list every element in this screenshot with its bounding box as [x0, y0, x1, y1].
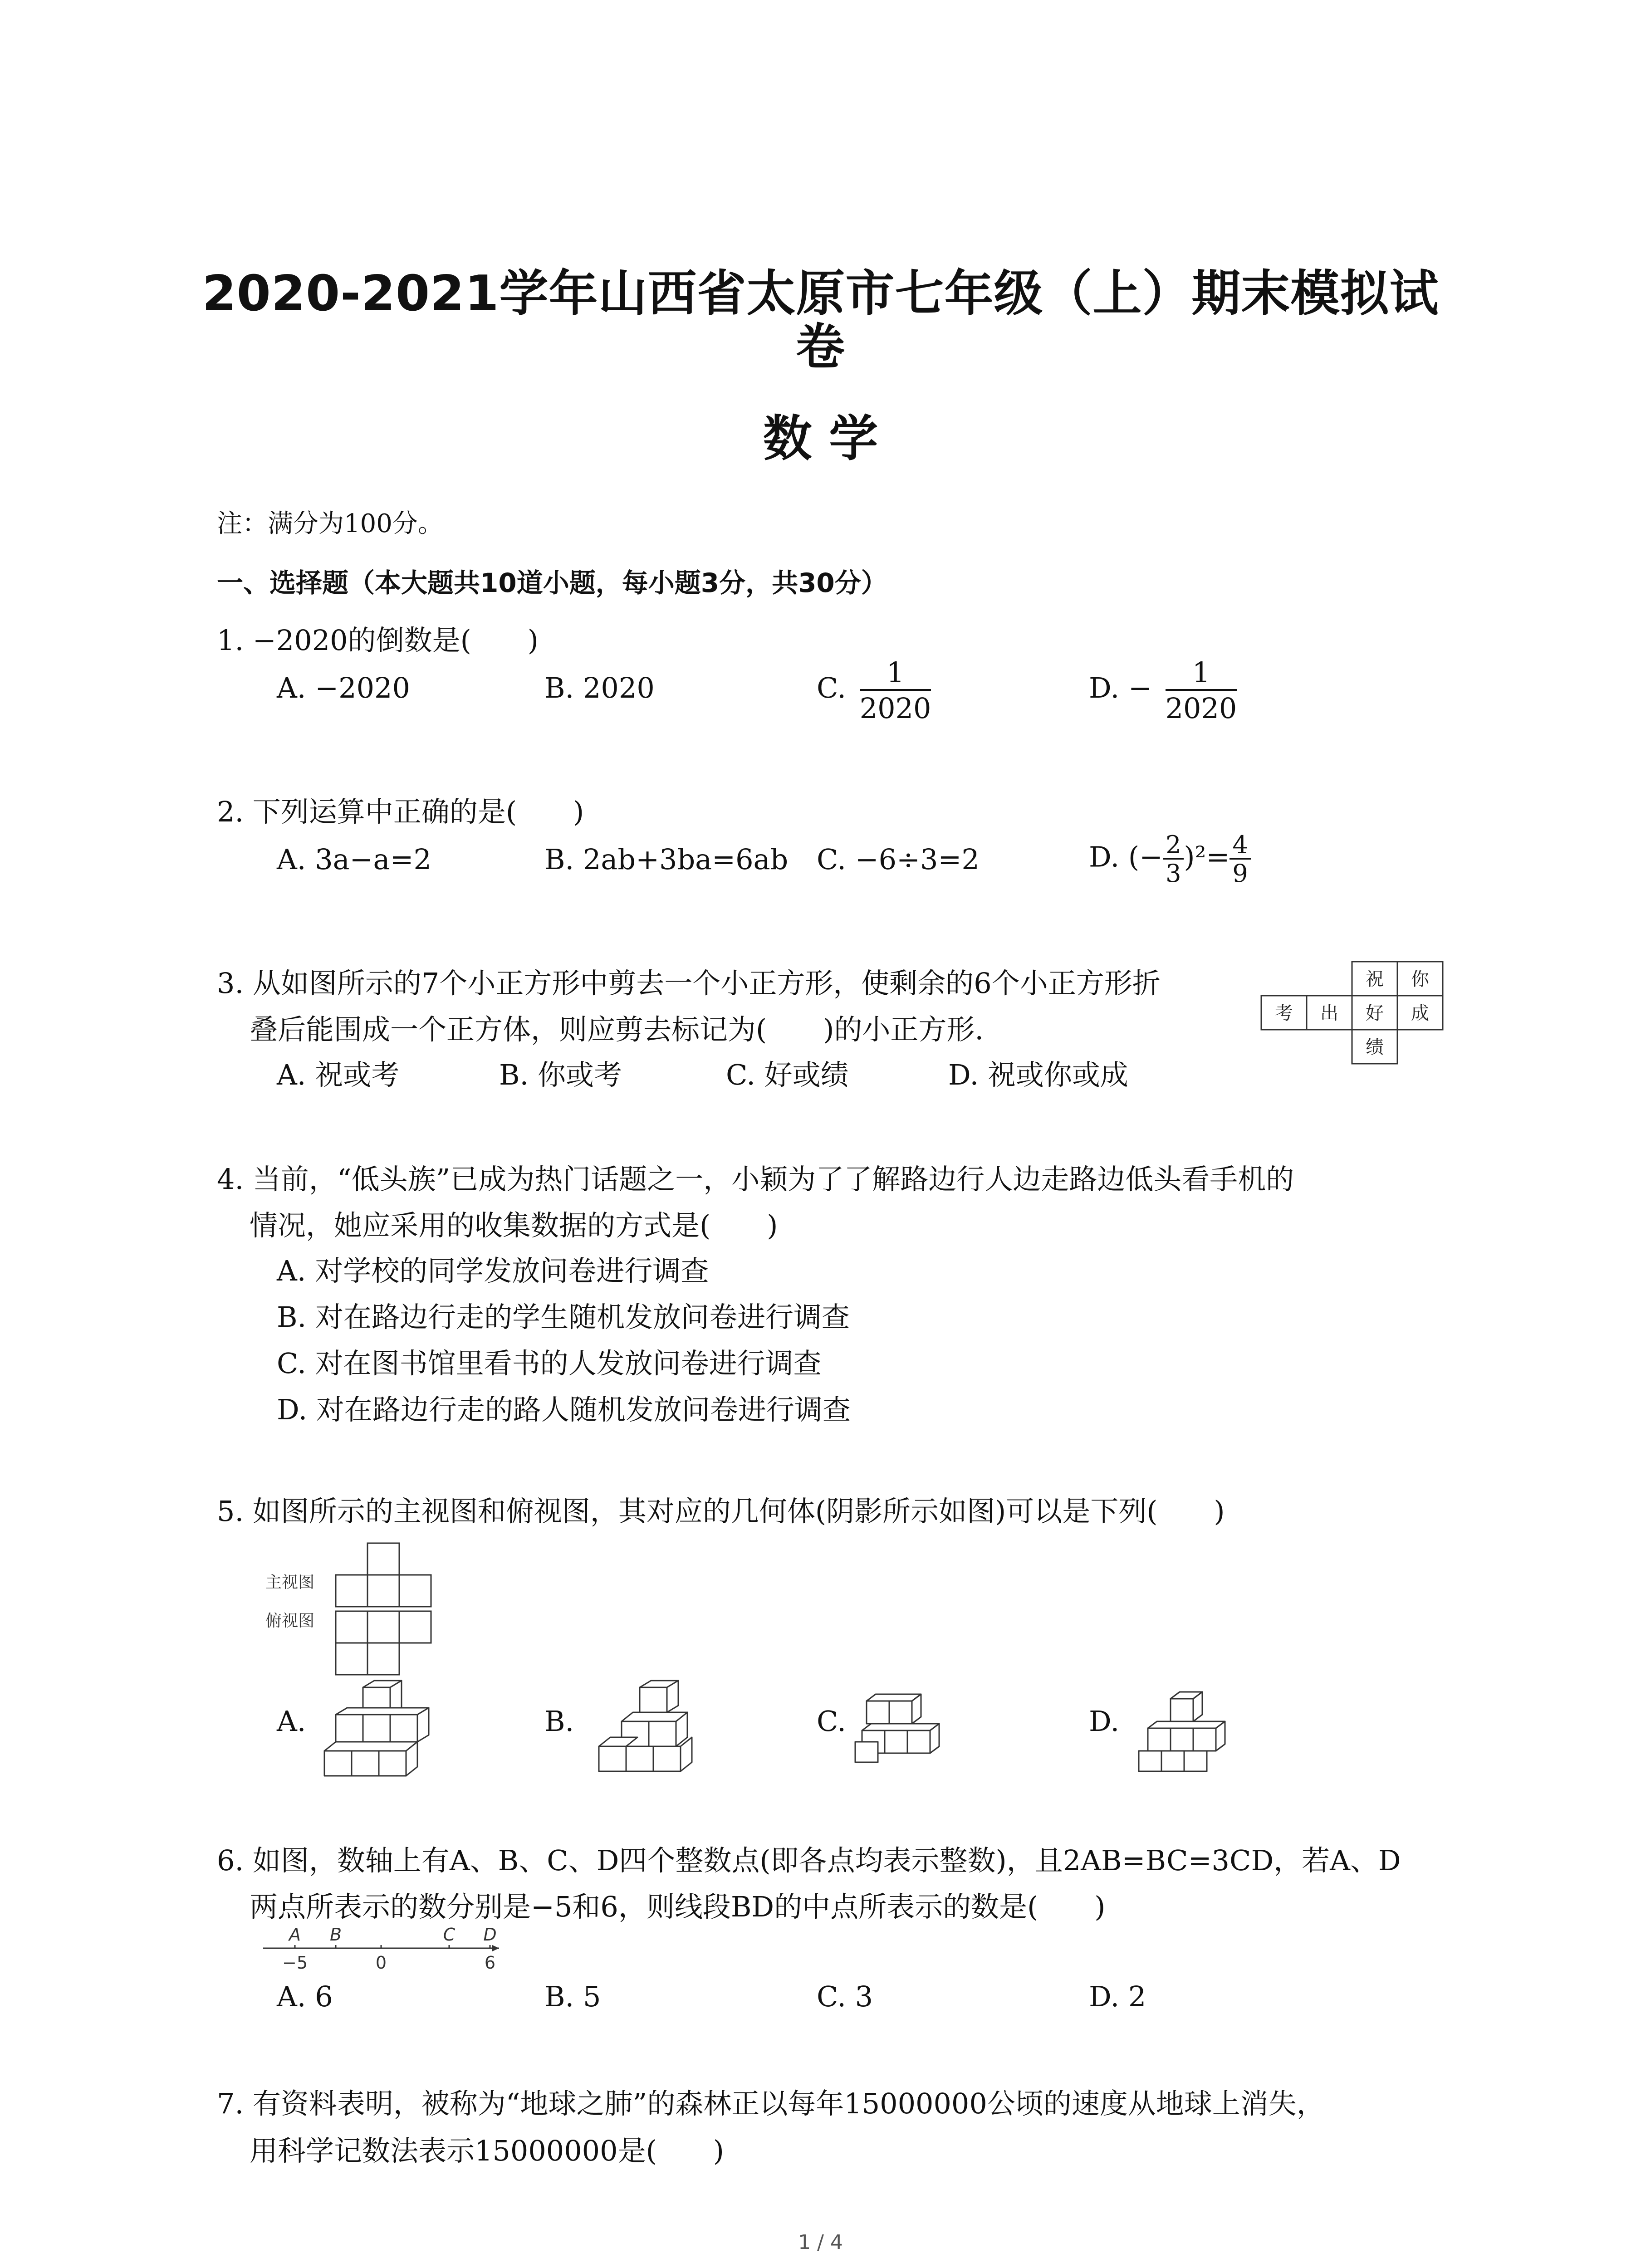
- q6-option-b: B. 5: [544, 1980, 601, 2013]
- q3-option-d: D. 祝或你或成: [948, 1058, 1128, 1091]
- q4-option-a: A. 对学校的同学发放问卷进行调查: [277, 1254, 709, 1287]
- q2-option-d-fraction1: [1163, 833, 1184, 886]
- q1-option-b: B. 2020: [544, 671, 655, 704]
- q5-option-d-solid: [1130, 1687, 1248, 1778]
- q6-stem-line1: 6. 如图，数轴上有A、B、C、D四个整数点(即各点均表示整数)，且2AB=BC=3CD，若A、D: [217, 1844, 1401, 1877]
- q2-option-d-mid: )²=: [1184, 840, 1230, 874]
- q1-option-d-denominator: 2020: [1165, 692, 1237, 725]
- exam-title-line2: 卷: [795, 319, 845, 376]
- axis-tick-neg5: −5: [282, 1953, 308, 1973]
- axis-point-d: D: [483, 1925, 497, 1945]
- net-cell-zhu: 祝: [1366, 969, 1384, 990]
- q7-stem-line1: 7. 有资料表明，被称为“地球之肺”的森林正以每年15000000公顷的速度从地球上消失，: [217, 2087, 1325, 2120]
- q6-number-line: [254, 1923, 508, 1978]
- q2-option-b: B. 2ab+3ba=6ab: [544, 843, 789, 876]
- axis-tick-6: 6: [484, 1953, 496, 1973]
- q5-top-view: [336, 1611, 431, 1675]
- q5-option-b-solid: [590, 1678, 726, 1778]
- axis-point-c: C: [443, 1925, 456, 1945]
- q1-option-d-fraction: [1166, 658, 1237, 723]
- q4-stem-line2: 情况，她应采用的收集数据的方式是( ): [250, 1209, 778, 1242]
- q1-option-d-label: D. −: [1089, 671, 1152, 705]
- number-line-arrow: [492, 1945, 499, 1951]
- q4-option-d: D. 对在路边行走的路人随机发放问卷进行调查: [277, 1393, 851, 1426]
- q1-option-c-label: C.: [817, 671, 846, 705]
- q5-front-view: [336, 1543, 431, 1607]
- q5-label-front: 主视图: [265, 1573, 315, 1592]
- exam-title-line1: 2020-2021学年山西省太原市七年级（上）期末模拟试: [202, 265, 1439, 322]
- q3-stem-line2: 叠后能围成一个正方体，则应剪去标记为( )的小正方形.: [250, 1013, 984, 1046]
- q5-option-d-label: D.: [1089, 1705, 1120, 1738]
- q1-option-c-fraction: [860, 658, 931, 723]
- q5-label-top: 俯视图: [265, 1612, 315, 1630]
- q5-option-b-label: B.: [544, 1705, 574, 1738]
- q5-option-c-label: C.: [817, 1705, 846, 1738]
- q1-option-c-denominator: 2020: [859, 692, 931, 725]
- q2-option-a: A. 3a−a=2: [277, 843, 431, 876]
- net-cell-hao: 好: [1366, 1003, 1384, 1024]
- q4-option-c: C. 对在图书馆里看书的人发放问卷进行调查: [277, 1347, 822, 1380]
- q1-option-a: A. −2020: [277, 671, 410, 704]
- q2-option-d-num2: 4: [1230, 833, 1250, 860]
- q2-option-d-fraction2: [1230, 833, 1250, 886]
- exam-subject: 数 学: [763, 411, 878, 467]
- q6-option-d: D. 2: [1089, 1980, 1146, 2013]
- q6-option-a: A. 6: [277, 1980, 333, 2013]
- axis-tick-0: 0: [375, 1953, 387, 1973]
- q5-option-a-label: A.: [277, 1705, 306, 1738]
- section-heading-choice: 一、选择题（本大题共10道小题，每小题3分，共30分）: [217, 567, 887, 598]
- page-number: 1 / 4: [798, 2231, 843, 2254]
- q3-stem-line1: 3. 从如图所示的7个小正方形中剪去一个小正方形，使剩余的6个小正方形折: [217, 967, 1161, 1000]
- q2-stem: 2. 下列运算中正确的是( ): [217, 795, 584, 828]
- q3-option-c: C. 好或绩: [726, 1058, 849, 1091]
- q6-stem-line2: 两点所表示的数分别是−5和6，则线段BD的中点所表示的数是( ): [250, 1890, 1106, 1923]
- q2-option-d-label: D. (−: [1089, 840, 1163, 874]
- q1-option-c: [817, 658, 931, 723]
- exam-note: 注：满分为100分。: [217, 509, 443, 538]
- q1-option-c-numerator: 1: [860, 658, 931, 691]
- q2-option-d: [1089, 833, 1251, 886]
- q5-stem: 5. 如图所示的主视图和俯视图，其对应的几何体(阴影所示如图)可以是下列( ): [217, 1495, 1225, 1528]
- q1-option-d: [1089, 658, 1237, 723]
- q4-stem-line1: 4. 当前，“低头族”已成为热门话题之一，小颖为了了解路边行人边走路边低头看手机的: [217, 1163, 1294, 1196]
- q3-cube-net-figure: [1257, 957, 1456, 1102]
- q2-option-d-den1: 3: [1166, 859, 1181, 888]
- q4-option-b: B. 对在路边行走的学生随机发放问卷进行调查: [277, 1300, 850, 1334]
- q1-stem: 1. −2020的倒数是( ): [217, 624, 539, 657]
- q2-option-d-num1: 2: [1163, 833, 1184, 860]
- q5-option-a-solid: [318, 1678, 454, 1778]
- net-cell-ji: 绩: [1366, 1037, 1384, 1058]
- q3-option-b: B. 你或考: [499, 1058, 622, 1091]
- net-cell-ni: 你: [1411, 969, 1429, 990]
- q5-option-c-solid: [853, 1687, 971, 1778]
- net-cell-chu: 出: [1320, 1003, 1338, 1024]
- q5-views-figure: [263, 1538, 454, 1687]
- q1-option-d-numerator: 1: [1166, 658, 1237, 691]
- net-cell-cheng: 成: [1411, 1003, 1429, 1024]
- q2-option-d-den2: 9: [1232, 859, 1248, 888]
- q6-option-c: C. 3: [817, 1980, 873, 2013]
- q7-stem-line2: 用科学记数法表示15000000是( ): [250, 2134, 724, 2167]
- q3-option-a: A. 祝或考: [277, 1058, 400, 1091]
- axis-point-b: B: [329, 1925, 342, 1945]
- axis-point-a: A: [289, 1925, 301, 1945]
- net-cell-kao: 考: [1275, 1003, 1293, 1024]
- q2-option-c: C. −6÷3=2: [817, 843, 980, 876]
